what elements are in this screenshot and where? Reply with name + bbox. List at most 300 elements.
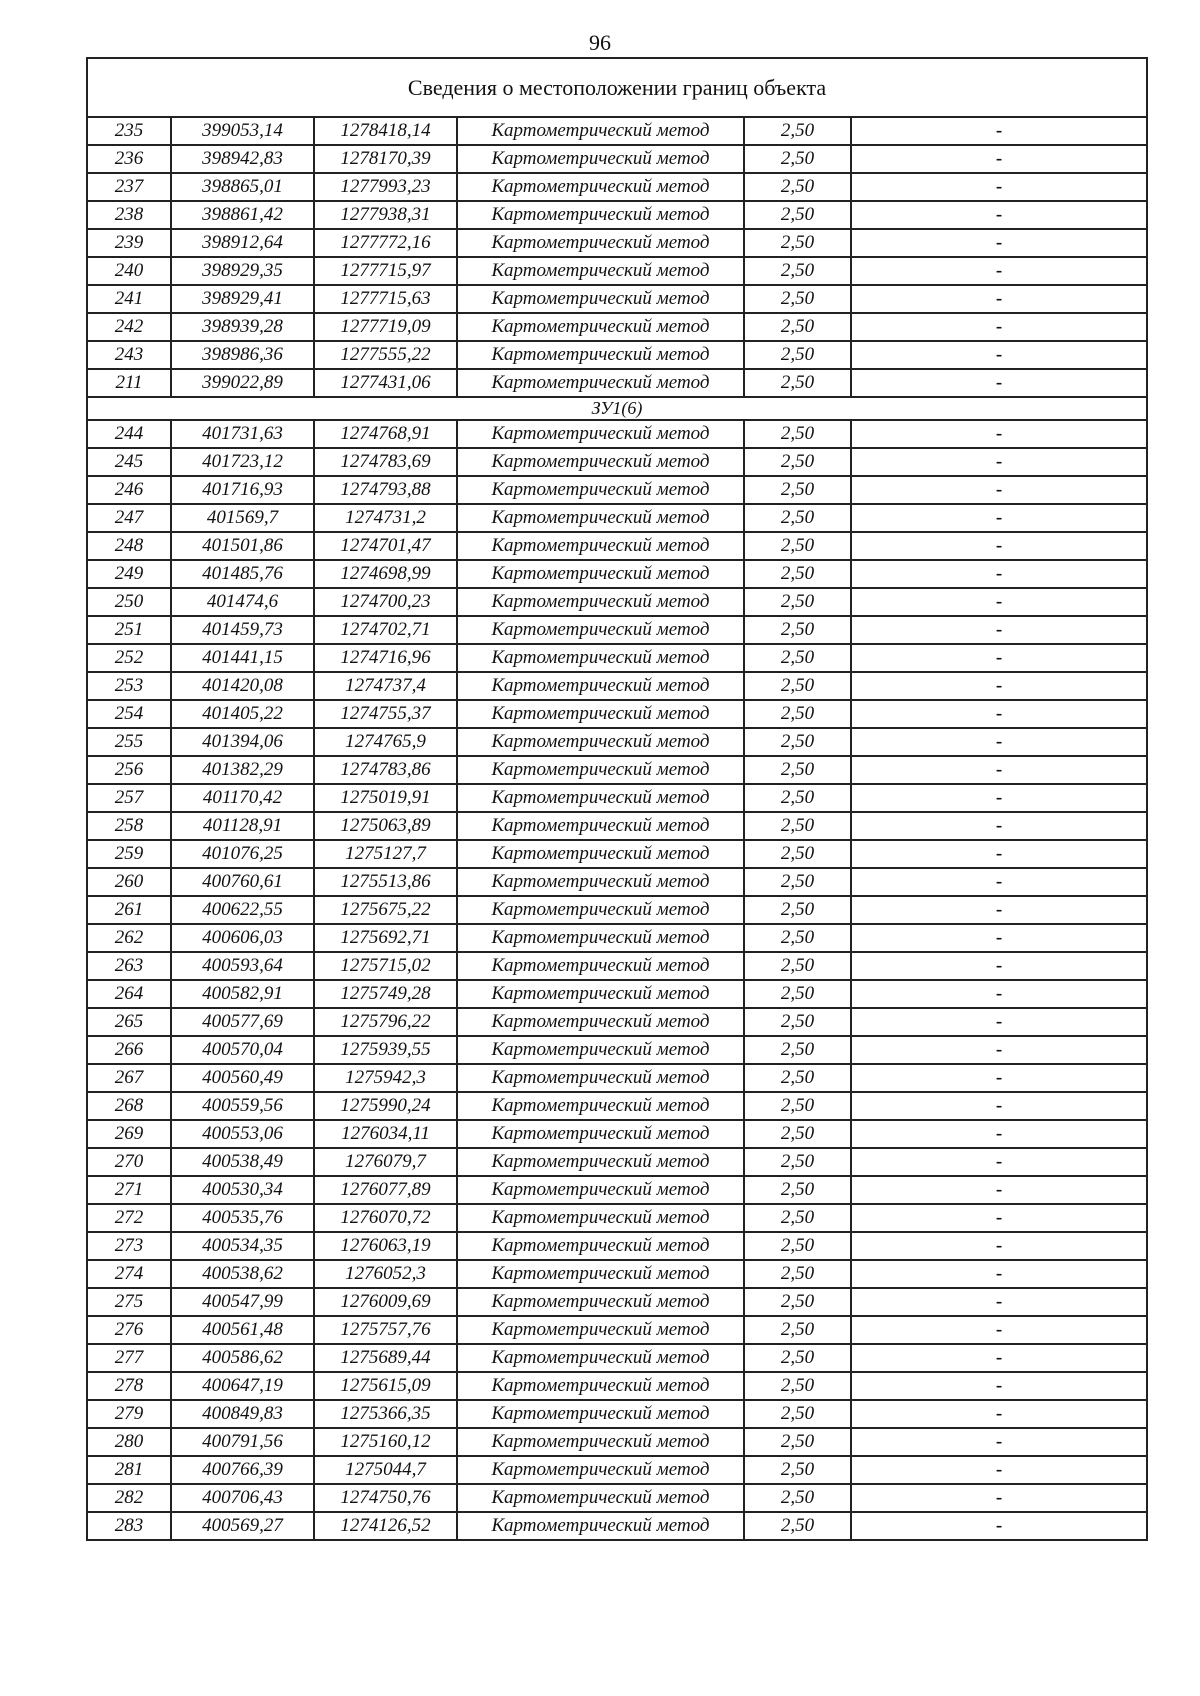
table-row	[87, 728, 1147, 756]
method-cell: Картометрический метод	[457, 616, 744, 644]
table-row	[87, 1456, 1147, 1484]
accuracy-cell: 2,50	[744, 700, 851, 728]
method-cell: Картометрический метод	[457, 1372, 744, 1400]
description-cell: -	[851, 1008, 1147, 1036]
x-coordinate-cell: 400706,43	[171, 1484, 314, 1512]
accuracy-cell: 2,50	[744, 1484, 851, 1512]
table-row	[87, 840, 1147, 868]
accuracy-cell: 2,50	[744, 868, 851, 896]
method-cell: Картометрический метод	[457, 145, 744, 173]
table-row	[87, 644, 1147, 672]
method-cell: Картометрический метод	[457, 285, 744, 313]
description-cell: -	[851, 1372, 1147, 1400]
point-number-cell: 237	[87, 173, 171, 201]
point-number-cell: 241	[87, 285, 171, 313]
accuracy-cell: 2,50	[744, 1008, 851, 1036]
point-number-cell: 253	[87, 672, 171, 700]
x-coordinate-cell: 400791,56	[171, 1428, 314, 1456]
point-number-cell: 236	[87, 145, 171, 173]
boundary-coordinates-table	[86, 57, 1148, 1541]
point-number-cell: 252	[87, 644, 171, 672]
description-cell: -	[851, 1428, 1147, 1456]
point-number-cell: 274	[87, 1260, 171, 1288]
y-coordinate-cell: 1278418,14	[314, 117, 457, 145]
point-number-cell: 242	[87, 313, 171, 341]
table-row	[87, 1400, 1147, 1428]
accuracy-cell: 2,50	[744, 341, 851, 369]
y-coordinate-cell: 1276079,7	[314, 1148, 457, 1176]
y-coordinate-cell: 1274701,47	[314, 532, 457, 560]
x-coordinate-cell: 401076,25	[171, 840, 314, 868]
x-coordinate-cell: 400586,62	[171, 1344, 314, 1372]
x-coordinate-cell: 400535,76	[171, 1204, 314, 1232]
x-coordinate-cell: 398929,35	[171, 257, 314, 285]
accuracy-cell: 2,50	[744, 285, 851, 313]
table-row	[87, 1008, 1147, 1036]
description-cell: -	[851, 588, 1147, 616]
table-row	[87, 812, 1147, 840]
method-cell: Картометрический метод	[457, 1232, 744, 1260]
accuracy-cell: 2,50	[744, 756, 851, 784]
accuracy-cell: 2,50	[744, 1316, 851, 1344]
accuracy-cell: 2,50	[744, 448, 851, 476]
x-coordinate-cell: 400849,83	[171, 1400, 314, 1428]
point-number-cell: 255	[87, 728, 171, 756]
table-row	[87, 896, 1147, 924]
table-row	[87, 784, 1147, 812]
y-coordinate-cell: 1275715,02	[314, 952, 457, 980]
x-coordinate-cell: 401170,42	[171, 784, 314, 812]
table-row	[87, 1148, 1147, 1176]
point-number-cell: 282	[87, 1484, 171, 1512]
table-row	[87, 924, 1147, 952]
table-row	[87, 756, 1147, 784]
table-row	[87, 1232, 1147, 1260]
table-row	[87, 1484, 1147, 1512]
point-number-cell: 263	[87, 952, 171, 980]
method-cell: Картометрический метод	[457, 1120, 744, 1148]
table-row	[87, 1176, 1147, 1204]
description-cell: -	[851, 1036, 1147, 1064]
method-cell: Картометрический метод	[457, 840, 744, 868]
method-cell: Картометрический метод	[457, 173, 744, 201]
point-number-cell: 265	[87, 1008, 171, 1036]
description-cell: -	[851, 1400, 1147, 1428]
accuracy-cell: 2,50	[744, 532, 851, 560]
table-row	[87, 257, 1147, 285]
method-cell: Картометрический метод	[457, 1148, 744, 1176]
description-cell: -	[851, 229, 1147, 257]
x-coordinate-cell: 400569,27	[171, 1512, 314, 1540]
method-cell: Картометрический метод	[457, 1400, 744, 1428]
method-cell: Картометрический метод	[457, 644, 744, 672]
y-coordinate-cell: 1274750,76	[314, 1484, 457, 1512]
accuracy-cell: 2,50	[744, 1092, 851, 1120]
x-coordinate-cell: 400561,48	[171, 1316, 314, 1344]
accuracy-cell: 2,50	[744, 812, 851, 840]
y-coordinate-cell: 1275615,09	[314, 1372, 457, 1400]
table-title: Сведения о местоположении границ объекта	[87, 58, 1147, 117]
x-coordinate-cell: 401420,08	[171, 672, 314, 700]
description-cell: -	[851, 476, 1147, 504]
table-row	[87, 201, 1147, 229]
y-coordinate-cell: 1275689,44	[314, 1344, 457, 1372]
accuracy-cell: 2,50	[744, 504, 851, 532]
description-cell: -	[851, 1288, 1147, 1316]
method-cell: Картометрический метод	[457, 229, 744, 257]
table-row	[87, 420, 1147, 448]
y-coordinate-cell: 1276052,3	[314, 1260, 457, 1288]
description-cell: -	[851, 504, 1147, 532]
point-number-cell: 238	[87, 201, 171, 229]
table-row	[87, 588, 1147, 616]
accuracy-cell: 2,50	[744, 117, 851, 145]
point-number-cell: 264	[87, 980, 171, 1008]
point-number-cell: 250	[87, 588, 171, 616]
description-cell: -	[851, 840, 1147, 868]
table-row	[87, 672, 1147, 700]
x-coordinate-cell: 401501,86	[171, 532, 314, 560]
accuracy-cell: 2,50	[744, 1428, 851, 1456]
description-cell: -	[851, 1484, 1147, 1512]
method-cell: Картометрический метод	[457, 756, 744, 784]
y-coordinate-cell: 1275366,35	[314, 1400, 457, 1428]
point-number-cell: 271	[87, 1176, 171, 1204]
accuracy-cell: 2,50	[744, 644, 851, 672]
point-number-cell: 269	[87, 1120, 171, 1148]
x-coordinate-cell: 400560,49	[171, 1064, 314, 1092]
description-cell: -	[851, 1092, 1147, 1120]
method-cell: Картометрический метод	[457, 980, 744, 1008]
y-coordinate-cell: 1277719,09	[314, 313, 457, 341]
method-cell: Картометрический метод	[457, 369, 744, 397]
table-row	[87, 313, 1147, 341]
table-row	[87, 1036, 1147, 1064]
table-row	[87, 1288, 1147, 1316]
x-coordinate-cell: 399022,89	[171, 369, 314, 397]
method-cell: Картометрический метод	[457, 896, 744, 924]
y-coordinate-cell: 1274755,37	[314, 700, 457, 728]
y-coordinate-cell: 1275796,22	[314, 1008, 457, 1036]
method-cell: Картометрический метод	[457, 1344, 744, 1372]
method-cell: Картометрический метод	[457, 1176, 744, 1204]
accuracy-cell: 2,50	[744, 145, 851, 173]
description-cell: -	[851, 812, 1147, 840]
point-number-cell: 267	[87, 1064, 171, 1092]
y-coordinate-cell: 1277715,97	[314, 257, 457, 285]
point-number-cell: 244	[87, 420, 171, 448]
y-coordinate-cell: 1274126,52	[314, 1512, 457, 1540]
point-number-cell: 268	[87, 1092, 171, 1120]
y-coordinate-cell: 1276063,19	[314, 1232, 457, 1260]
x-coordinate-cell: 401474,6	[171, 588, 314, 616]
y-coordinate-cell: 1277993,23	[314, 173, 457, 201]
method-cell: Картометрический метод	[457, 1064, 744, 1092]
point-number-cell: 278	[87, 1372, 171, 1400]
y-coordinate-cell: 1274700,23	[314, 588, 457, 616]
method-cell: Картометрический метод	[457, 868, 744, 896]
accuracy-cell: 2,50	[744, 420, 851, 448]
table-row	[87, 1092, 1147, 1120]
y-coordinate-cell: 1275990,24	[314, 1092, 457, 1120]
description-cell: -	[851, 341, 1147, 369]
table-row	[87, 532, 1147, 560]
description-cell: -	[851, 1316, 1147, 1344]
y-coordinate-cell: 1276077,89	[314, 1176, 457, 1204]
point-number-cell: 276	[87, 1316, 171, 1344]
table-row	[87, 560, 1147, 588]
method-cell: Картометрический метод	[457, 1512, 744, 1540]
y-coordinate-cell: 1278170,39	[314, 145, 457, 173]
x-coordinate-cell: 401128,91	[171, 812, 314, 840]
description-cell: -	[851, 1344, 1147, 1372]
point-number-cell: 251	[87, 616, 171, 644]
x-coordinate-cell: 400534,35	[171, 1232, 314, 1260]
x-coordinate-cell: 401731,63	[171, 420, 314, 448]
point-number-cell: 260	[87, 868, 171, 896]
x-coordinate-cell: 401723,12	[171, 448, 314, 476]
y-coordinate-cell: 1275127,7	[314, 840, 457, 868]
table-row	[87, 616, 1147, 644]
description-cell: -	[851, 201, 1147, 229]
description-cell: -	[851, 1120, 1147, 1148]
method-cell: Картометрический метод	[457, 117, 744, 145]
method-cell: Картометрический метод	[457, 1260, 744, 1288]
point-number-cell: 254	[87, 700, 171, 728]
y-coordinate-cell: 1274702,71	[314, 616, 457, 644]
point-number-cell: 272	[87, 1204, 171, 1232]
table-row	[87, 448, 1147, 476]
y-coordinate-cell: 1275675,22	[314, 896, 457, 924]
method-cell: Картометрический метод	[457, 588, 744, 616]
x-coordinate-cell: 400577,69	[171, 1008, 314, 1036]
table-row	[87, 700, 1147, 728]
method-cell: Картометрический метод	[457, 476, 744, 504]
accuracy-cell: 2,50	[744, 672, 851, 700]
accuracy-cell: 2,50	[744, 201, 851, 229]
x-coordinate-cell: 398942,83	[171, 145, 314, 173]
y-coordinate-cell: 1275019,91	[314, 784, 457, 812]
table-row	[87, 145, 1147, 173]
y-coordinate-cell: 1277715,63	[314, 285, 457, 313]
description-cell: -	[851, 1204, 1147, 1232]
method-cell: Картометрический метод	[457, 1092, 744, 1120]
table-row	[87, 369, 1147, 397]
x-coordinate-cell: 398939,28	[171, 313, 314, 341]
method-cell: Картометрический метод	[457, 812, 744, 840]
x-coordinate-cell: 400538,62	[171, 1260, 314, 1288]
method-cell: Картометрический метод	[457, 952, 744, 980]
table-row	[87, 980, 1147, 1008]
table-row	[87, 1372, 1147, 1400]
description-cell: -	[851, 1148, 1147, 1176]
y-coordinate-cell: 1274783,86	[314, 756, 457, 784]
x-coordinate-cell: 400622,55	[171, 896, 314, 924]
point-number-cell: 211	[87, 369, 171, 397]
x-coordinate-cell: 400766,39	[171, 1456, 314, 1484]
point-number-cell: 275	[87, 1288, 171, 1316]
description-cell: -	[851, 1176, 1147, 1204]
section-label: ЗУ1(6)	[87, 397, 1147, 420]
description-cell: -	[851, 257, 1147, 285]
accuracy-cell: 2,50	[744, 784, 851, 812]
x-coordinate-cell: 400570,04	[171, 1036, 314, 1064]
x-coordinate-cell: 400538,49	[171, 1148, 314, 1176]
x-coordinate-cell: 401405,22	[171, 700, 314, 728]
y-coordinate-cell: 1275044,7	[314, 1456, 457, 1484]
y-coordinate-cell: 1277431,06	[314, 369, 457, 397]
accuracy-cell: 2,50	[744, 1176, 851, 1204]
table-row	[87, 1260, 1147, 1288]
accuracy-cell: 2,50	[744, 369, 851, 397]
accuracy-cell: 2,50	[744, 560, 851, 588]
accuracy-cell: 2,50	[744, 476, 851, 504]
table-row	[87, 868, 1147, 896]
accuracy-cell: 2,50	[744, 1260, 851, 1288]
accuracy-cell: 2,50	[744, 728, 851, 756]
point-number-cell: 259	[87, 840, 171, 868]
point-number-cell: 240	[87, 257, 171, 285]
table-row	[87, 229, 1147, 257]
x-coordinate-cell: 401382,29	[171, 756, 314, 784]
method-cell: Картометрический метод	[457, 1316, 744, 1344]
method-cell: Картометрический метод	[457, 728, 744, 756]
accuracy-cell: 2,50	[744, 1064, 851, 1092]
x-coordinate-cell: 399053,14	[171, 117, 314, 145]
method-cell: Картометрический метод	[457, 1204, 744, 1232]
table-row	[87, 173, 1147, 201]
table-row	[87, 341, 1147, 369]
description-cell: -	[851, 980, 1147, 1008]
section-row	[87, 397, 1147, 420]
point-number-cell: 249	[87, 560, 171, 588]
y-coordinate-cell: 1275063,89	[314, 812, 457, 840]
accuracy-cell: 2,50	[744, 1344, 851, 1372]
method-cell: Картометрический метод	[457, 924, 744, 952]
table-row	[87, 1204, 1147, 1232]
table-row	[87, 1064, 1147, 1092]
y-coordinate-cell: 1275757,76	[314, 1316, 457, 1344]
point-number-cell: 281	[87, 1456, 171, 1484]
y-coordinate-cell: 1275160,12	[314, 1428, 457, 1456]
x-coordinate-cell: 398986,36	[171, 341, 314, 369]
description-cell: -	[851, 117, 1147, 145]
point-number-cell: 245	[87, 448, 171, 476]
point-number-cell: 258	[87, 812, 171, 840]
accuracy-cell: 2,50	[744, 588, 851, 616]
table-row	[87, 285, 1147, 313]
point-number-cell: 279	[87, 1400, 171, 1428]
point-number-cell: 247	[87, 504, 171, 532]
accuracy-cell: 2,50	[744, 896, 851, 924]
x-coordinate-cell: 398861,42	[171, 201, 314, 229]
x-coordinate-cell: 400559,56	[171, 1092, 314, 1120]
y-coordinate-cell: 1274731,2	[314, 504, 457, 532]
x-coordinate-cell: 398865,01	[171, 173, 314, 201]
description-cell: -	[851, 644, 1147, 672]
accuracy-cell: 2,50	[744, 173, 851, 201]
y-coordinate-cell: 1275692,71	[314, 924, 457, 952]
point-number-cell: 262	[87, 924, 171, 952]
description-cell: -	[851, 868, 1147, 896]
accuracy-cell: 2,50	[744, 840, 851, 868]
method-cell: Картометрический метод	[457, 504, 744, 532]
accuracy-cell: 2,50	[744, 1512, 851, 1540]
point-number-cell: 235	[87, 117, 171, 145]
description-cell: -	[851, 560, 1147, 588]
description-cell: -	[851, 448, 1147, 476]
y-coordinate-cell: 1276070,72	[314, 1204, 457, 1232]
accuracy-cell: 2,50	[744, 1036, 851, 1064]
y-coordinate-cell: 1275939,55	[314, 1036, 457, 1064]
x-coordinate-cell: 400606,03	[171, 924, 314, 952]
y-coordinate-cell: 1274765,9	[314, 728, 457, 756]
y-coordinate-cell: 1274793,88	[314, 476, 457, 504]
method-cell: Картометрический метод	[457, 560, 744, 588]
method-cell: Картометрический метод	[457, 341, 744, 369]
point-number-cell: 266	[87, 1036, 171, 1064]
y-coordinate-cell: 1274783,69	[314, 448, 457, 476]
y-coordinate-cell: 1274698,99	[314, 560, 457, 588]
point-number-cell: 239	[87, 229, 171, 257]
x-coordinate-cell: 401441,15	[171, 644, 314, 672]
description-cell: -	[851, 1064, 1147, 1092]
x-coordinate-cell: 401394,06	[171, 728, 314, 756]
y-coordinate-cell: 1275749,28	[314, 980, 457, 1008]
x-coordinate-cell: 401485,76	[171, 560, 314, 588]
accuracy-cell: 2,50	[744, 1400, 851, 1428]
x-coordinate-cell: 398912,64	[171, 229, 314, 257]
method-cell: Картометрический метод	[457, 1036, 744, 1064]
method-cell: Картометрический метод	[457, 1456, 744, 1484]
x-coordinate-cell: 400647,19	[171, 1372, 314, 1400]
description-cell: -	[851, 952, 1147, 980]
accuracy-cell: 2,50	[744, 1372, 851, 1400]
description-cell: -	[851, 700, 1147, 728]
table-row	[87, 117, 1147, 145]
method-cell: Картометрический метод	[457, 532, 744, 560]
method-cell: Картометрический метод	[457, 448, 744, 476]
y-coordinate-cell: 1274716,96	[314, 644, 457, 672]
description-cell: -	[851, 420, 1147, 448]
x-coordinate-cell: 400593,64	[171, 952, 314, 980]
accuracy-cell: 2,50	[744, 1204, 851, 1232]
table-row	[87, 1316, 1147, 1344]
x-coordinate-cell: 401569,7	[171, 504, 314, 532]
description-cell: -	[851, 672, 1147, 700]
table-row	[87, 1428, 1147, 1456]
y-coordinate-cell: 1276034,11	[314, 1120, 457, 1148]
method-cell: Картометрический метод	[457, 1288, 744, 1316]
point-number-cell: 261	[87, 896, 171, 924]
x-coordinate-cell: 400760,61	[171, 868, 314, 896]
accuracy-cell: 2,50	[744, 1148, 851, 1176]
method-cell: Картометрический метод	[457, 700, 744, 728]
description-cell: -	[851, 313, 1147, 341]
y-coordinate-cell: 1277938,31	[314, 201, 457, 229]
x-coordinate-cell: 400582,91	[171, 980, 314, 1008]
accuracy-cell: 2,50	[744, 257, 851, 285]
x-coordinate-cell: 398929,41	[171, 285, 314, 313]
method-cell: Картометрический метод	[457, 257, 744, 285]
description-cell: -	[851, 896, 1147, 924]
y-coordinate-cell: 1277772,16	[314, 229, 457, 257]
method-cell: Картометрический метод	[457, 420, 744, 448]
point-number-cell: 248	[87, 532, 171, 560]
accuracy-cell: 2,50	[744, 924, 851, 952]
description-cell: -	[851, 1456, 1147, 1484]
accuracy-cell: 2,50	[744, 952, 851, 980]
